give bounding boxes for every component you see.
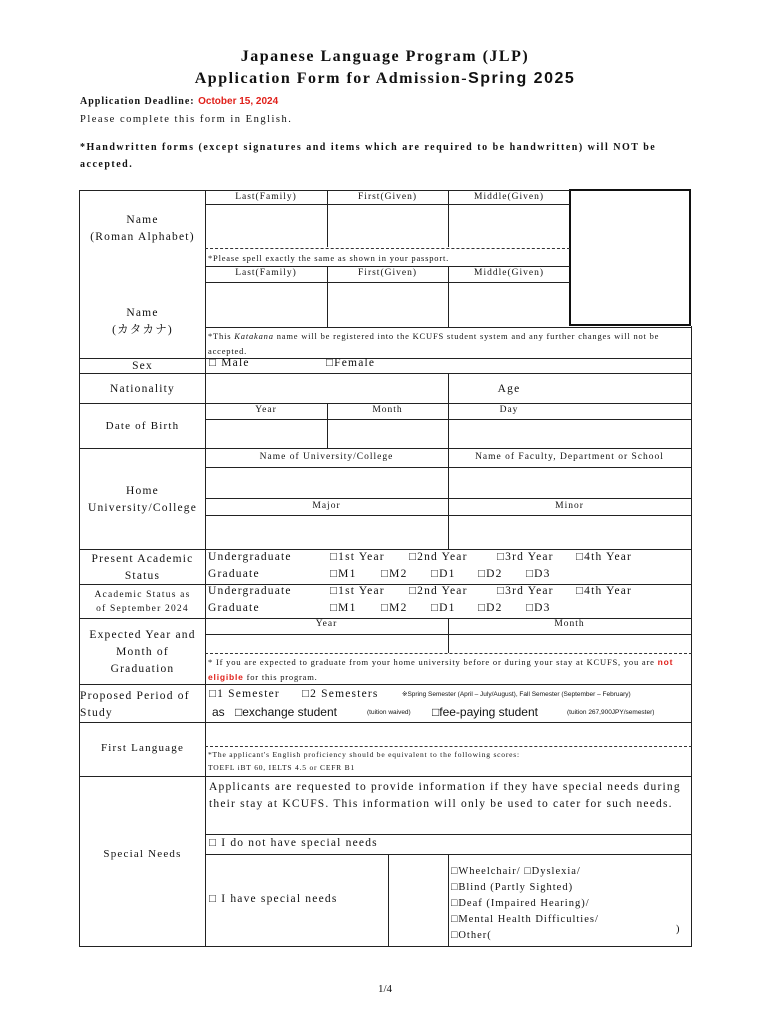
nationality-field[interactable] (206, 374, 447, 402)
period-label (80, 688, 205, 722)
english-note (208, 748, 520, 774)
other-specify-field[interactable] (500, 923, 670, 941)
major-label: Major (312, 501, 341, 511)
sept-1st-year-checkbox[interactable]: □1st Year (330, 585, 385, 597)
sept-2nd-year-checkbox[interactable]: □2nd Year (409, 585, 468, 597)
faculty-name-field[interactable] (449, 468, 690, 497)
minor-label: Minor (555, 501, 584, 511)
sept-status-label-1: Academic Status as (94, 590, 191, 600)
dob-month-label: Month (372, 405, 403, 415)
univ-name-label: Name of University/College (259, 452, 394, 462)
major-field[interactable] (206, 516, 447, 548)
present-m2-checkbox[interactable]: □M2 (381, 568, 408, 580)
deaf-checkbox[interactable]: □Deaf (Impaired Hearing)/ (451, 898, 590, 909)
sept-d3-checkbox[interactable]: □D3 (526, 602, 551, 614)
first-language-field[interactable] (206, 723, 690, 745)
graduation-label-1: Expected Year and (89, 629, 196, 641)
deadline-label: Application Deadline: (80, 96, 195, 107)
fee-note: (tuition 267,900JPY/semester) (567, 709, 655, 716)
subtitle-term: Spring 2025 (468, 70, 576, 87)
sept-m1-checkbox[interactable]: □M1 (330, 602, 357, 614)
not-eligible-text: not eligible (208, 657, 674, 682)
present-2nd-year-checkbox[interactable]: □2nd Year (409, 551, 468, 563)
home-univ-label-2: University/College (87, 502, 198, 514)
kana-col-last: Last(Family) (235, 268, 297, 278)
dob-day-field[interactable] (449, 420, 569, 447)
name-kana-label-1: Name (126, 307, 159, 319)
home-univ-label-1: Home (126, 485, 159, 497)
passport-note: *Please spell exactly the same as shown in your passport. (208, 253, 450, 263)
subtitle-text: Application Form for Admission- (194, 70, 469, 87)
instruction-text: Please complete this form in English. (80, 114, 293, 125)
katakana-note-b: name will be registered into the KCUFS student system and any further changes will not be accepted. (208, 331, 660, 356)
roman-col-first: First(Given) (358, 192, 417, 202)
present-d2-checkbox[interactable]: □D2 (478, 568, 503, 580)
graduation-note-a: * If you are expected to graduate from your home university before or during your stay at KCUFS, you are (208, 657, 658, 667)
exchange-student-checkbox[interactable]: □exchange student (235, 705, 337, 719)
graduation-note-b: for this program. (243, 672, 318, 682)
kana-first-field[interactable] (328, 283, 447, 326)
mental-health-checkbox[interactable]: □Mental Health Difficulties/ (451, 914, 599, 925)
deadline-date: October 15, 2024 (198, 96, 279, 107)
present-4th-year-checkbox[interactable]: □4th Year (576, 551, 633, 563)
wheelchair-dyslexia-checkbox[interactable]: □Wheelchair/ □Dyslexia/ (451, 866, 581, 877)
sept-m2-checkbox[interactable]: □M2 (381, 602, 408, 614)
deadline-line (80, 96, 278, 107)
present-m1-checkbox[interactable]: □M1 (330, 568, 357, 580)
minor-field[interactable] (449, 516, 690, 548)
english-note-2: TOEFL iBT 60, IELTS 4.5 or CEFR B1 (208, 763, 356, 772)
page-number: 1/4 (377, 983, 393, 995)
fee-paying-checkbox[interactable]: □fee-paying student (432, 705, 538, 719)
one-semester-checkbox[interactable]: □1 Semester (209, 688, 280, 700)
grad-year-field[interactable] (206, 635, 447, 652)
katakana-note-italic: Katakana (234, 331, 274, 341)
graduation-label (80, 627, 205, 678)
dob-day-label: Day (499, 405, 519, 415)
sept-status-label-2: of September 2024 (96, 604, 189, 614)
roman-col-last: Last(Family) (235, 192, 297, 202)
exchange-note: (tuition waived) (367, 709, 411, 716)
photo-box (569, 189, 691, 326)
sex-label: Sex (132, 360, 153, 372)
special-needs-label: Special Needs (103, 848, 182, 860)
present-d1-checkbox[interactable]: □D1 (431, 568, 456, 580)
period-label-1: Proposed Period of (80, 690, 190, 702)
sept-status-label (80, 588, 205, 616)
katakana-note-a: *This (208, 331, 235, 341)
present-status-label (80, 551, 205, 585)
semester-note: ※Spring Semester (April – July/August), Fall Semester (September – February) (402, 691, 631, 698)
graduation-label-3: Graduation (110, 663, 175, 675)
dob-label: Date of Birth (105, 420, 180, 432)
name-roman-label (80, 212, 205, 246)
form-title: Japanese Language Program (JLP) (240, 48, 530, 65)
first-language-label: First Language (100, 742, 185, 754)
name-kana-label-2: (カタカナ) (112, 324, 173, 336)
sept-4th-year-checkbox[interactable]: □4th Year (576, 585, 633, 597)
roman-last-field[interactable] (206, 205, 326, 247)
kana-last-field[interactable] (206, 283, 326, 326)
dob-year-label: Year (255, 405, 277, 415)
sex-male-checkbox[interactable]: □ Male (209, 357, 250, 369)
present-3rd-year-checkbox[interactable]: □3rd Year (497, 551, 554, 563)
special-needs-intro: Applicants are requested to provide information if they have special needs during their stay at KCUFS. This information will only be used to cater for such needs. (209, 781, 681, 810)
form-subtitle (0, 70, 770, 88)
sept-undergrad-label: Undergraduate (208, 585, 292, 597)
handwritten-warning: *Handwritten forms (except signatures and items which are required to be handwritten) will NOT be accepted. (80, 142, 657, 170)
dob-month-field[interactable] (328, 420, 447, 447)
sept-graduate-label: Graduate (208, 602, 260, 614)
graduation-label-2: Month of (116, 646, 169, 658)
katakana-note (208, 329, 690, 359)
two-semesters-checkbox[interactable]: □2 Semesters (302, 688, 379, 700)
sept-d1-checkbox[interactable]: □D1 (431, 602, 456, 614)
present-status-label-1: Present Academic (91, 553, 194, 565)
home-univ-label (80, 483, 205, 517)
present-graduate-label: Graduate (208, 568, 260, 580)
kana-middle-field[interactable] (449, 283, 569, 326)
graduation-note (208, 655, 690, 685)
other-close-paren: ) (676, 924, 681, 935)
present-undergrad-label: Undergraduate (208, 551, 292, 563)
roman-col-middle: Middle(Given) (474, 192, 544, 202)
dob-year-field[interactable] (206, 420, 326, 447)
have-special-needs-checkbox[interactable]: □ I have special needs (209, 893, 338, 905)
period-label-2: Study (80, 707, 113, 719)
grad-month-field[interactable] (449, 635, 690, 652)
kana-col-first: First(Given) (358, 268, 417, 278)
no-special-needs-checkbox[interactable]: □ I do not have special needs (209, 837, 378, 849)
sept-d2-checkbox[interactable]: □D2 (478, 602, 503, 614)
name-kana-label (80, 305, 205, 339)
name-roman-label-2: (Roman Alphabet) (90, 231, 195, 243)
univ-name-field[interactable] (206, 468, 447, 497)
other-checkbox[interactable]: □Other( (451, 930, 492, 941)
nationality-label: Nationality (110, 383, 175, 395)
grad-month-label: Month (554, 619, 585, 629)
age-field[interactable] (571, 374, 690, 402)
as-label: as (212, 705, 225, 719)
blind-checkbox[interactable]: □Blind (Partly Sighted) (451, 882, 574, 893)
english-note-1: *The applicant's English proficiency should be equivalent to the following scores: (208, 750, 520, 759)
present-status-label-2: Status (124, 570, 161, 582)
roman-middle-field[interactable] (449, 205, 569, 247)
sex-female-checkbox[interactable]: □Female (326, 357, 376, 369)
kana-col-middle: Middle(Given) (474, 268, 544, 278)
present-1st-year-checkbox[interactable]: □1st Year (330, 551, 385, 563)
sept-3rd-year-checkbox[interactable]: □3rd Year (497, 585, 554, 597)
grad-year-label: Year (315, 619, 338, 629)
present-d3-checkbox[interactable]: □D3 (526, 568, 551, 580)
roman-first-field[interactable] (328, 205, 447, 247)
name-roman-label-1: Name (126, 214, 159, 226)
faculty-name-label: Name of Faculty, Department or School (475, 452, 664, 462)
age-label: Age (497, 383, 521, 395)
